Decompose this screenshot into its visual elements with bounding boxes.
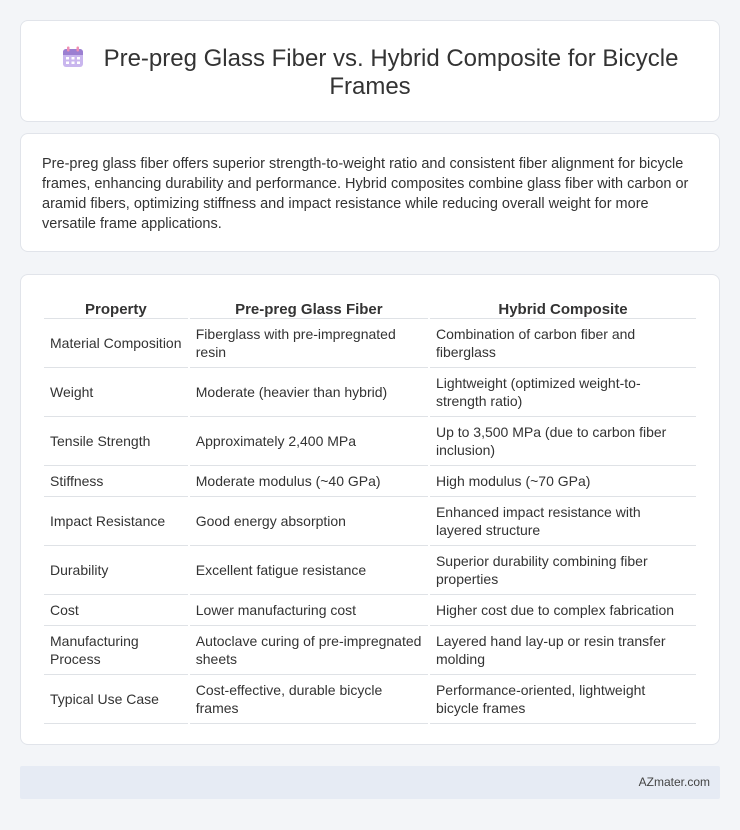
table-row bbox=[44, 675, 696, 724]
table-header-row bbox=[44, 295, 696, 319]
table-cell-property: Typical Use Case bbox=[44, 675, 188, 724]
comparison-table bbox=[42, 295, 698, 724]
table-cell-prepreg: Autoclave curing of pre-impregnated sheets bbox=[190, 626, 428, 675]
table-cell-prepreg: Cost-effective, durable bicycle frames bbox=[190, 675, 428, 724]
intro-card bbox=[20, 133, 720, 252]
comparison-card bbox=[20, 274, 720, 745]
table-row bbox=[44, 466, 696, 497]
title-card bbox=[20, 20, 720, 122]
table-cell-hybrid: Lightweight (optimized weight-to-strength ratio) bbox=[430, 368, 696, 417]
table-cell-hybrid: High modulus (~70 GPa) bbox=[430, 466, 696, 497]
table-row bbox=[44, 497, 696, 546]
table-row bbox=[44, 595, 696, 626]
column-header-property: Property bbox=[44, 295, 188, 319]
table-cell-hybrid: Performance-oriented, lightweight bicycle frames bbox=[430, 675, 696, 724]
table-cell-prepreg: Good energy absorption bbox=[190, 497, 428, 546]
column-header-prepreg: Pre-preg Glass Fiber bbox=[190, 295, 428, 319]
calendar-icon bbox=[62, 46, 84, 68]
table-cell-property: Tensile Strength bbox=[44, 417, 188, 466]
table-cell-property: Durability bbox=[44, 546, 188, 595]
table-cell-prepreg: Approximately 2,400 MPa bbox=[190, 417, 428, 466]
page-title-wrap bbox=[21, 45, 719, 101]
table-cell-property: Weight bbox=[44, 368, 188, 417]
table-cell-prepreg: Fiberglass with pre-impregnated resin bbox=[190, 319, 428, 368]
table-cell-property: Manufacturing Process bbox=[44, 626, 188, 675]
table-row bbox=[44, 319, 696, 368]
table-cell-hybrid: Enhanced impact resistance with layered structure bbox=[430, 497, 696, 546]
table-row bbox=[44, 368, 696, 417]
table-cell-hybrid: Up to 3,500 MPa (due to carbon fiber inclusion) bbox=[430, 417, 696, 466]
table-cell-property: Cost bbox=[44, 595, 188, 626]
table-cell-hybrid: Higher cost due to complex fabrication bbox=[430, 595, 696, 626]
table-cell-property: Stiffness bbox=[44, 466, 188, 497]
table-row bbox=[44, 546, 696, 595]
intro-paragraph: Pre-preg glass fiber offers superior strength-to-weight ratio and consistent fiber alignment for bicycle frames, enhancing durability and performance. Hybrid composites combine glass fiber with carbon or aramid fibers, optimizing stiffness and impact resistance while reducing overall weight for more versatile frame applications. bbox=[42, 156, 689, 232]
table-cell-property: Impact Resistance bbox=[44, 497, 188, 546]
table-cell-hybrid: Combination of carbon fiber and fiberglass bbox=[430, 319, 696, 368]
table-cell-property: Material Composition bbox=[44, 319, 188, 368]
table-cell-prepreg: Moderate modulus (~40 GPa) bbox=[190, 466, 428, 497]
table-row bbox=[44, 626, 696, 675]
footer-brand-link[interactable]: AZmater.com bbox=[638, 775, 710, 789]
table-cell-hybrid: Layered hand lay-up or resin transfer molding bbox=[430, 626, 696, 675]
column-header-hybrid: Hybrid Composite bbox=[430, 295, 696, 319]
page-title: Pre-preg Glass Fiber vs. Hybrid Composite for Bicycle Frames bbox=[103, 45, 679, 100]
footer-bar bbox=[20, 766, 720, 799]
table-row bbox=[44, 417, 696, 466]
table-cell-prepreg: Excellent fatigue resistance bbox=[190, 546, 428, 595]
table-cell-hybrid: Superior durability combining fiber properties bbox=[430, 546, 696, 595]
table-cell-prepreg: Moderate (heavier than hybrid) bbox=[190, 368, 428, 417]
table-cell-prepreg: Lower manufacturing cost bbox=[190, 595, 428, 626]
